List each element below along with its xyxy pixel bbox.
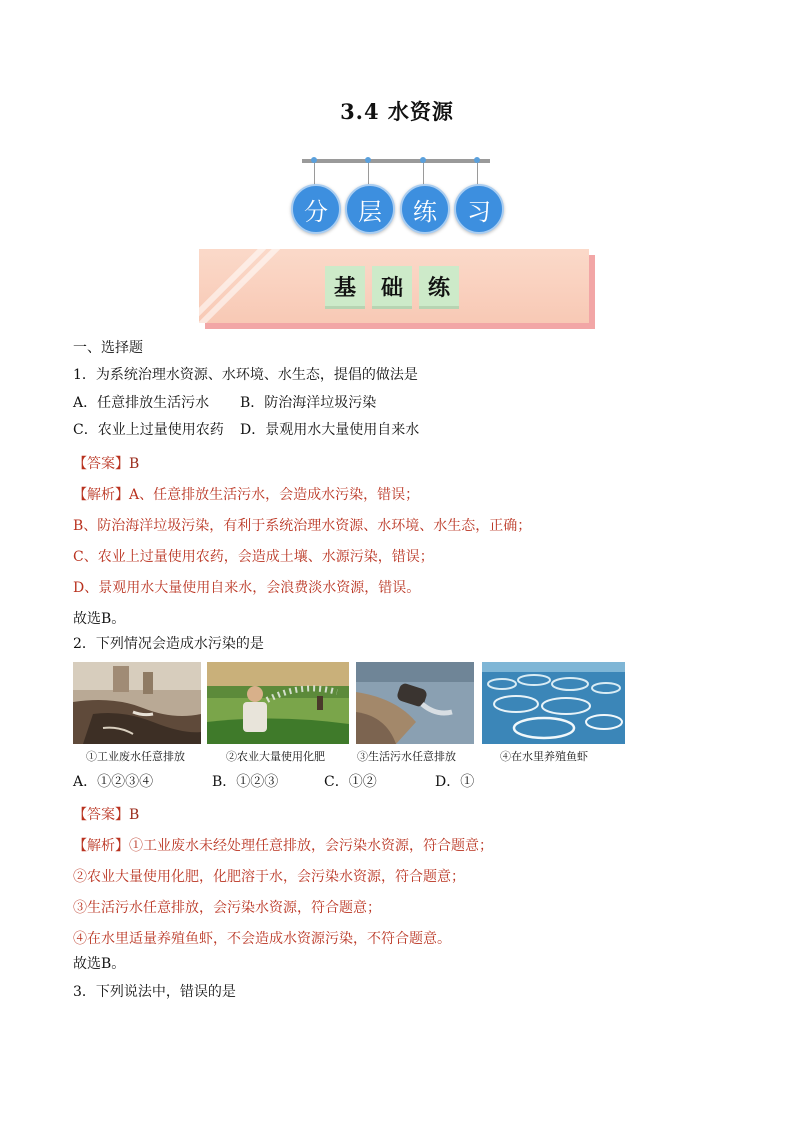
banner-tile: 础 — [372, 266, 412, 309]
q2-answer — [73, 806, 139, 824]
photo-caption: ①工业废水任意排放 — [86, 750, 185, 763]
banner-tile: 练 — [419, 266, 459, 309]
analysis-text: ①工业废水未经处理任意排放，会污染水资源，符合题意； — [129, 838, 493, 854]
q1-analysis-line: C、农业上过量使用农药，会造成土壤、水源污染，错误； — [73, 549, 434, 565]
q1-option-b: B．防治海洋垃圾污染 — [240, 395, 377, 411]
photo-caption: ②农业大量使用化肥 — [226, 750, 325, 763]
q2-option-a: A．①②③④ — [73, 774, 154, 790]
q1-analysis-line — [73, 486, 419, 504]
q1-analysis-line: B、防治海洋垃圾污染，有利于系统治理水资源、水环境、水生态，正确； — [73, 518, 532, 534]
q2-option-c: C．①② — [324, 774, 377, 790]
answer-tag: 【答案】 — [73, 807, 129, 823]
analysis-text: A、任意排放生活污水，会造成水污染，错误； — [129, 487, 420, 503]
q1-analysis-line: D、景观用水大量使用自来水，会浪费淡水资源，错误。 — [73, 580, 421, 596]
q3-stem: 3．下列说法中，错误的是 — [73, 984, 236, 1000]
q2-option-b: B．①②③ — [212, 774, 279, 790]
section-heading: 一、选择题 — [73, 340, 143, 356]
photo-fish-farming — [482, 662, 625, 744]
q1-answer — [73, 455, 139, 473]
q1-option-c: C．农业上过量使用农药 — [73, 422, 224, 438]
answer-value: B — [129, 456, 140, 472]
header-circle: 层 — [345, 184, 395, 234]
answer-value: B — [129, 807, 140, 823]
header-circle: 分 — [291, 184, 341, 234]
header-rail — [302, 159, 490, 163]
banner-tile: 基 — [325, 266, 365, 309]
page-title: 3.4 水资源 — [340, 99, 454, 124]
q1-option-d: D．景观用水大量使用自来水 — [240, 422, 420, 438]
q2-analysis-line: ③生活污水任意排放，会污染水资源，符合题意； — [73, 900, 381, 916]
q2-analysis-line — [73, 837, 493, 855]
photo-fertilizer — [207, 662, 349, 744]
analysis-tag: 【解析】 — [73, 838, 129, 854]
photo-sewage — [356, 662, 474, 744]
header-circle: 习 — [454, 184, 504, 234]
analysis-tag: 【解析】 — [73, 487, 129, 503]
photo-caption: ③生活污水任意排放 — [357, 750, 456, 763]
photo-caption: ④在水里养殖鱼虾 — [500, 750, 588, 763]
q2-stem: 2．下列情况会造成水污染的是 — [73, 636, 264, 652]
q2-option-d: D．① — [435, 774, 475, 790]
q1-option-a: A．任意排放生活污水 — [73, 395, 210, 411]
q2-analysis-line: ②农业大量使用化肥，化肥溶于水，会污染水资源，符合题意； — [73, 869, 465, 885]
photo-industrial-waste — [73, 662, 201, 744]
header-circle: 练 — [400, 184, 450, 234]
q1-conclusion: 故选B。 — [73, 611, 126, 627]
q2-analysis-line: ④在水里适量养殖鱼虾，不会造成水资源污染，不符合题意。 — [73, 931, 451, 947]
answer-tag: 【答案】 — [73, 456, 129, 472]
q1-stem: 1．为系统治理水资源、水环境、水生态，提倡的做法是 — [73, 367, 418, 383]
q2-conclusion: 故选B。 — [73, 956, 126, 972]
